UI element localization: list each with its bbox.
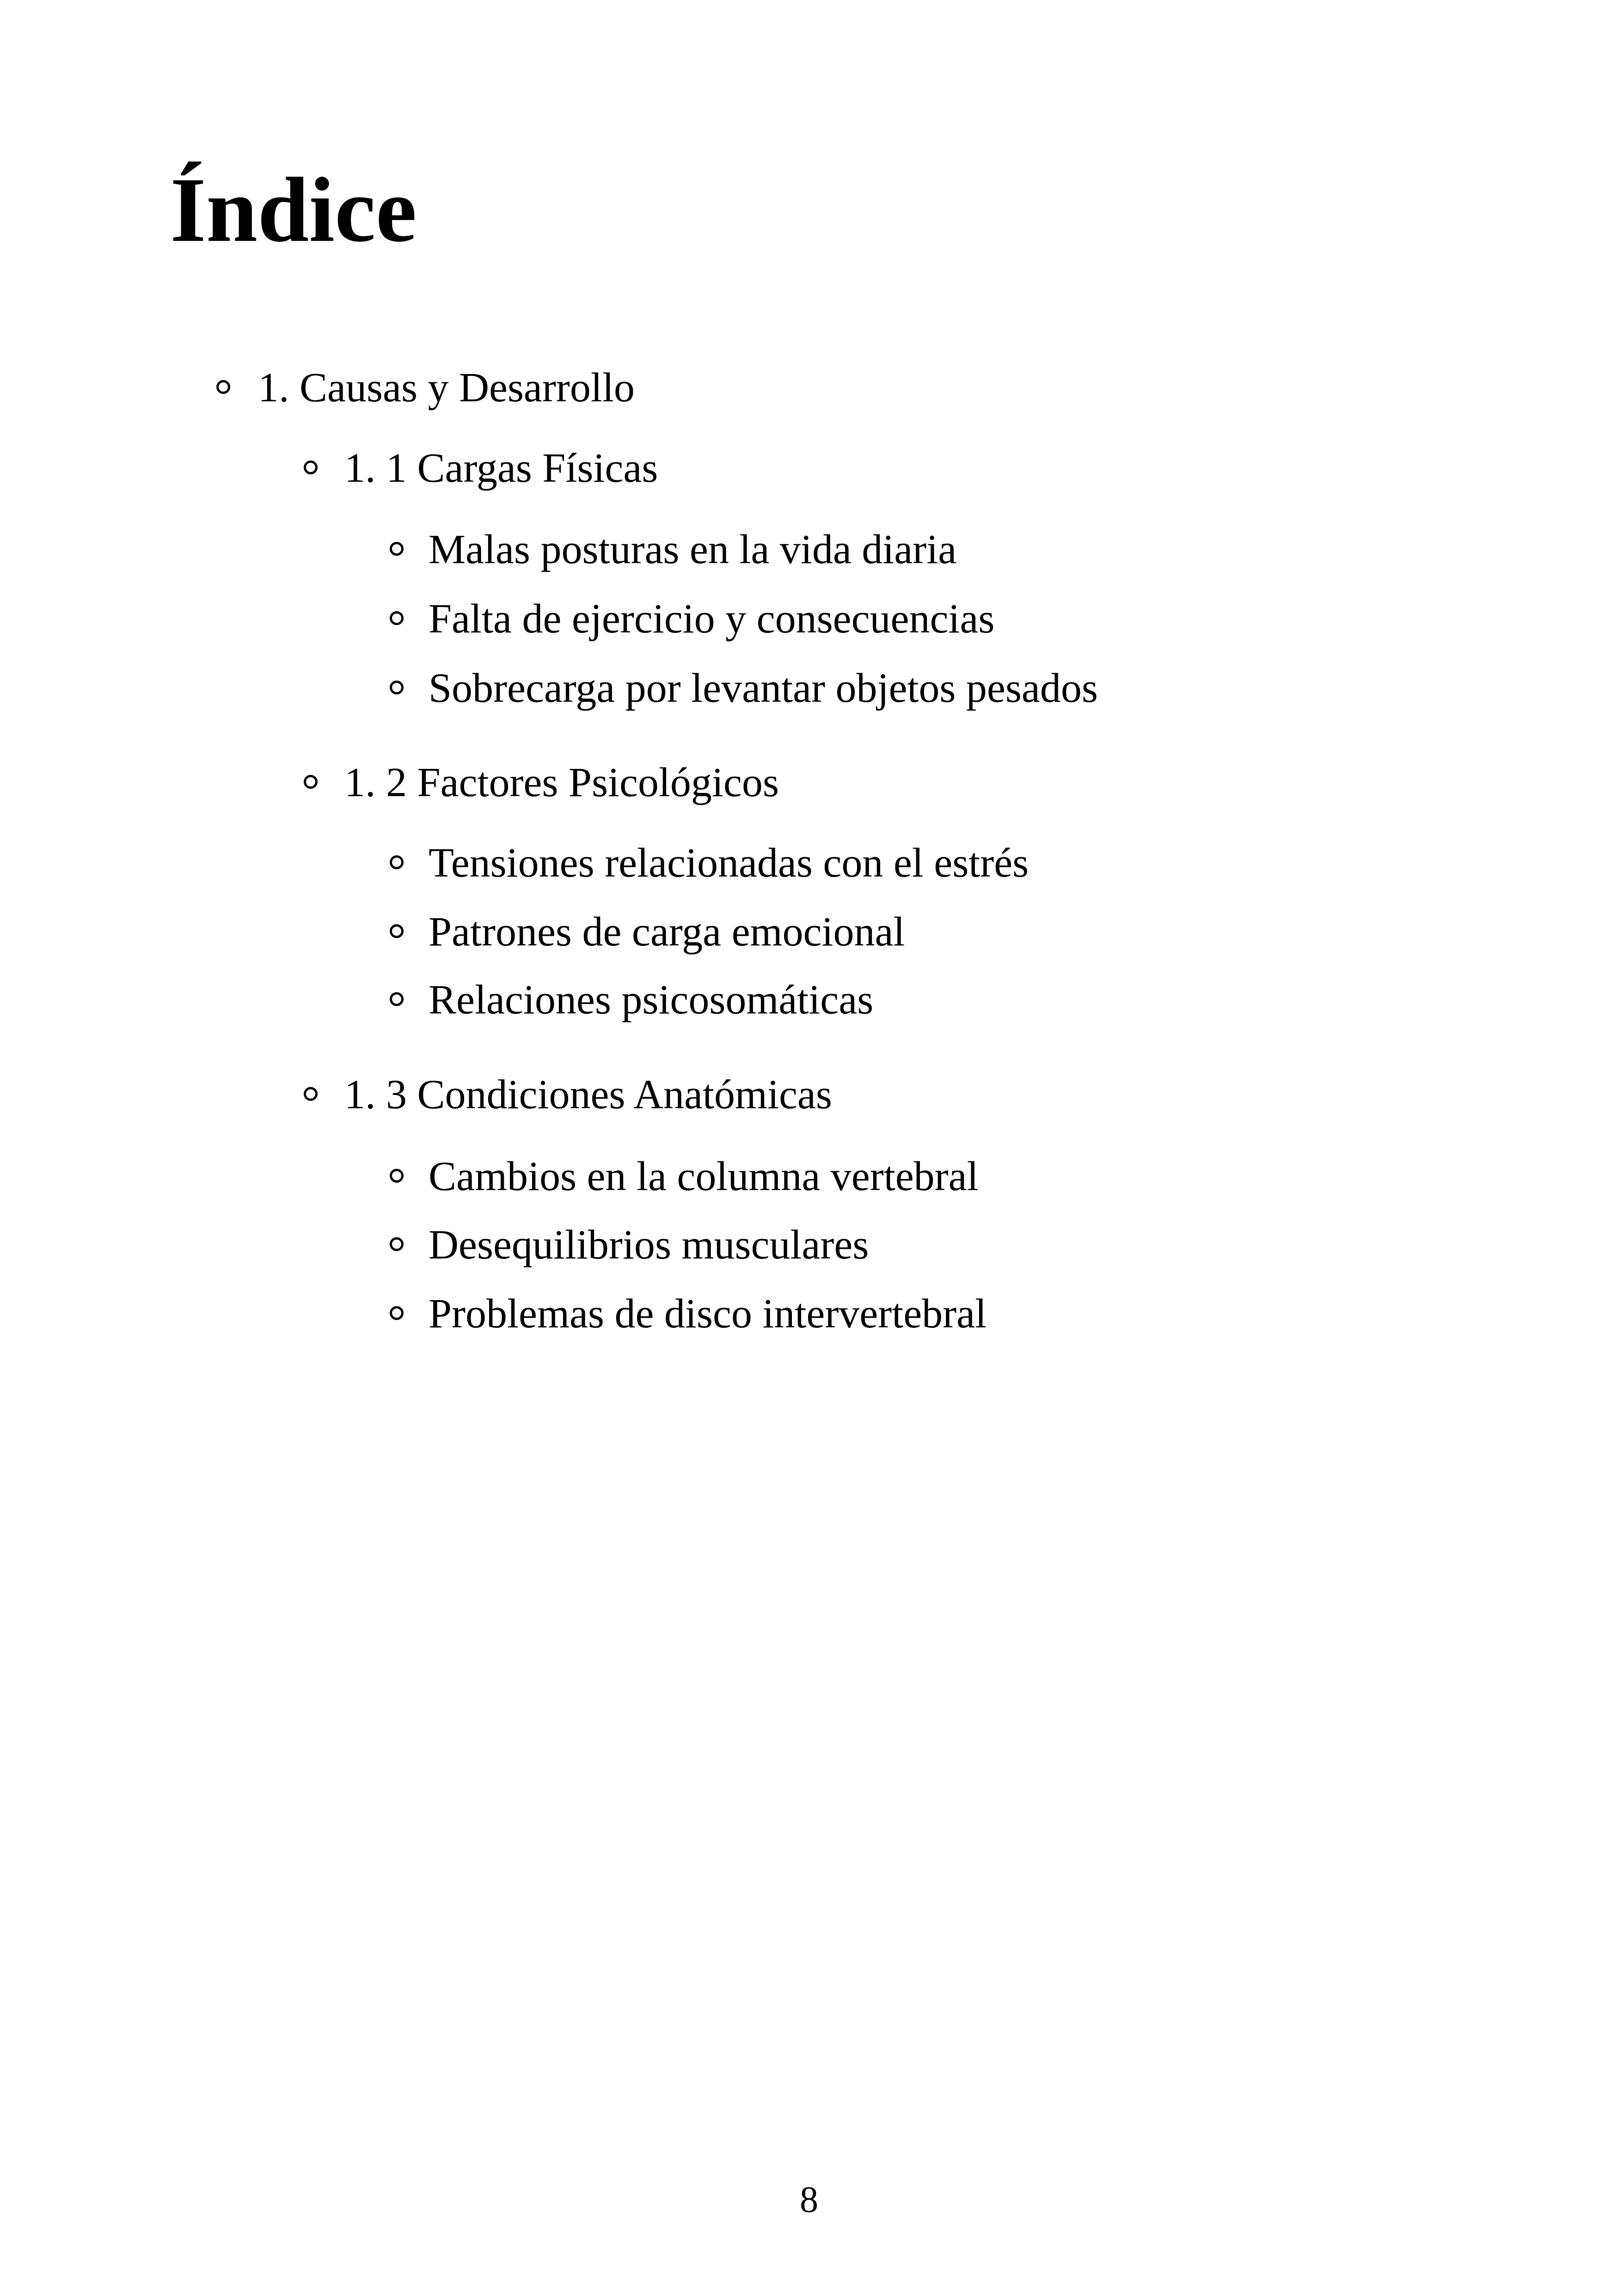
bullet-icon [304,1087,318,1101]
toc-item: Patrones de carga emocional [429,909,905,955]
bullet-icon [390,855,404,869]
toc-section: 1. 1 Cargas Físicas [344,445,658,491]
toc-item: Sobrecarga por levantar objetos pesados [429,665,1098,711]
toc-item: Malas posturas en la vida diaria [429,527,957,572]
bullet-icon [390,542,404,556]
bullet-icon [390,1169,404,1183]
page-number: 8 [800,2179,818,2220]
toc-section: 1. 3 Condiciones Anatómicas [344,1072,832,1117]
bullet-icon [390,1306,404,1320]
bullet-icon [390,1237,404,1251]
toc-item: Problemas de disco intervertebral [429,1291,987,1337]
toc-item: Cambios en la columna vertebral [429,1154,979,1199]
toc-item: Relaciones psicosomáticas [429,977,874,1023]
bullet-icon [390,611,404,625]
toc-item: Desequilibrios musculares [429,1222,869,1268]
bullet-icon [390,681,404,694]
toc-item: Tensiones relacionadas con el estrés [429,840,1029,886]
toc-chapter: 1. Causas y Desarrollo [258,365,635,411]
bullet-icon [304,775,318,789]
page-title: Índice [170,159,417,261]
bullet-icon [390,992,404,1006]
toc-section: 1. 2 Factores Psicológicos [344,760,779,805]
toc-item: Falta de ejercicio y consecuencias [429,596,995,642]
bullet-icon [216,380,230,394]
bullet-icon [390,924,404,938]
bullet-icon [304,460,318,474]
